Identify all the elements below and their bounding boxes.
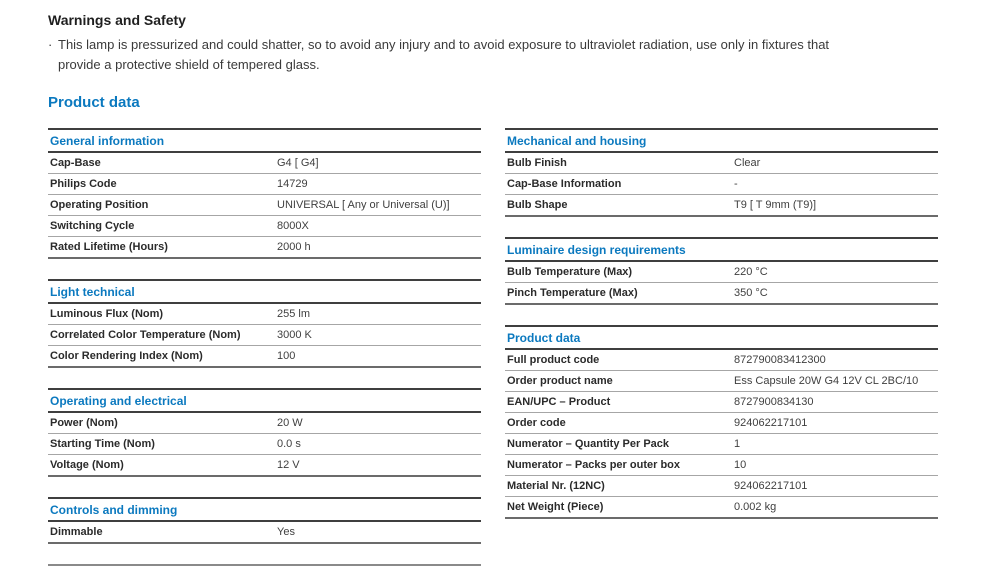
table-row bbox=[505, 153, 938, 174]
row-label: EAN/UPC – Product bbox=[507, 396, 611, 408]
row-value: 924062217101 bbox=[734, 417, 808, 429]
spec-columns bbox=[48, 128, 938, 566]
table-row bbox=[505, 497, 938, 519]
section-title: Controls and dimming bbox=[48, 499, 481, 522]
table-row bbox=[505, 434, 938, 455]
table-row bbox=[505, 350, 938, 371]
section-title: Light technical bbox=[48, 281, 481, 304]
table-row bbox=[48, 346, 481, 368]
row-label: Pinch Temperature (Max) bbox=[507, 287, 638, 299]
table-row bbox=[48, 153, 481, 174]
row-value: G4 [ G4] bbox=[277, 157, 319, 169]
warning-list-item bbox=[48, 35, 938, 75]
spec-section-operating-and-electrical bbox=[48, 388, 481, 477]
row-value: 0.002 kg bbox=[734, 501, 777, 513]
row-label: Order code bbox=[507, 417, 566, 429]
table-row bbox=[48, 195, 481, 216]
table-row bbox=[505, 195, 938, 217]
row-value: - bbox=[734, 178, 738, 190]
row-label: Numerator – Packs per outer box bbox=[507, 459, 681, 471]
row-label: Philips Code bbox=[50, 178, 117, 190]
row-label: Bulb Finish bbox=[507, 157, 567, 169]
table-row bbox=[48, 216, 481, 237]
section-title: Operating and electrical bbox=[48, 390, 481, 413]
spec-section-general-information bbox=[48, 128, 481, 259]
section-title: Product data bbox=[505, 327, 938, 350]
row-value: 0.0 s bbox=[277, 438, 301, 450]
row-value: 1 bbox=[734, 438, 741, 450]
table-row bbox=[505, 476, 938, 497]
table-row bbox=[505, 283, 938, 305]
row-value: 2000 h bbox=[277, 241, 311, 253]
table-row bbox=[48, 455, 481, 477]
spec-column-left bbox=[48, 128, 481, 566]
row-label: Material Nr. (12NC) bbox=[507, 480, 605, 492]
row-value: 10 bbox=[734, 459, 747, 471]
spec-column-right bbox=[505, 128, 938, 566]
table-row bbox=[505, 392, 938, 413]
warnings-and-safety-heading: Warnings and Safety bbox=[48, 12, 186, 28]
bullet-marker: · bbox=[48, 37, 53, 52]
row-label: Dimmable bbox=[50, 526, 103, 538]
row-label: Numerator – Quantity Per Pack bbox=[507, 438, 670, 450]
row-value: 3000 K bbox=[277, 329, 312, 341]
product-data-heading: Product data bbox=[48, 94, 140, 111]
row-label: Voltage (Nom) bbox=[50, 459, 124, 471]
row-value: 255 lm bbox=[277, 308, 311, 320]
row-label: Cap-Base bbox=[50, 157, 101, 169]
row-value: Ess Capsule 20W G4 12V CL 2BC/10 bbox=[734, 375, 919, 387]
row-value: 12 V bbox=[277, 459, 300, 471]
table-row bbox=[505, 413, 938, 434]
row-value: 20 W bbox=[277, 417, 303, 429]
table-row bbox=[505, 371, 938, 392]
spec-section-product-data bbox=[505, 325, 938, 519]
table-row bbox=[48, 325, 481, 346]
row-value: 872790083412300 bbox=[734, 354, 826, 366]
table-row bbox=[48, 237, 481, 259]
spec-section-mechanical-and-housing bbox=[505, 128, 938, 217]
row-label: Power (Nom) bbox=[50, 417, 118, 429]
row-label: Full product code bbox=[507, 354, 600, 366]
table-row bbox=[48, 434, 481, 455]
row-label: Rated Lifetime (Hours) bbox=[50, 241, 168, 253]
spec-section-controls-and-dimming bbox=[48, 497, 481, 544]
row-label: Bulb Shape bbox=[507, 199, 568, 211]
table-row bbox=[505, 262, 938, 283]
row-label: Bulb Temperature (Max) bbox=[507, 266, 633, 278]
row-value: Clear bbox=[734, 157, 761, 169]
row-label: Correlated Color Temperature (Nom) bbox=[50, 329, 241, 341]
row-label: Luminous Flux (Nom) bbox=[50, 308, 164, 320]
table-row bbox=[48, 304, 481, 325]
row-label: Net Weight (Piece) bbox=[507, 501, 604, 513]
row-label: Operating Position bbox=[50, 199, 149, 211]
row-value: 220 °C bbox=[734, 266, 768, 278]
row-value: T9 [ T 9mm (T9)] bbox=[734, 199, 817, 211]
table-row bbox=[48, 413, 481, 434]
row-value: 14729 bbox=[277, 178, 308, 190]
row-label: Switching Cycle bbox=[50, 220, 135, 232]
row-value: 350 °C bbox=[734, 287, 768, 299]
row-label: Starting Time (Nom) bbox=[50, 438, 155, 450]
row-value: UNIVERSAL [ Any or Universal (U)] bbox=[277, 199, 450, 211]
table-row bbox=[48, 174, 481, 195]
warning-text: This lamp is pressurized and could shatter, so to avoid any injury and to avoid exposure to ultraviolet radiation, use only in fixtures that provide a protective shield of tempered glass. bbox=[58, 37, 830, 72]
row-value: 8727900834130 bbox=[734, 396, 814, 408]
row-label: Color Rendering Index (Nom) bbox=[50, 350, 203, 362]
row-value: 100 bbox=[277, 350, 296, 362]
table-row bbox=[48, 522, 481, 544]
row-value: 924062217101 bbox=[734, 480, 808, 492]
table-row bbox=[505, 455, 938, 476]
section-title: Mechanical and housing bbox=[505, 130, 938, 153]
section-title: General information bbox=[48, 130, 481, 153]
row-value: Yes bbox=[277, 526, 295, 538]
next-section-top-border bbox=[48, 564, 481, 566]
table-row bbox=[505, 174, 938, 195]
section-title: Luminaire design requirements bbox=[505, 239, 938, 262]
row-label: Order product name bbox=[507, 375, 613, 387]
spec-section-luminaire-design-requirements bbox=[505, 237, 938, 305]
row-value: 8000X bbox=[277, 220, 309, 232]
spec-section-light-technical bbox=[48, 279, 481, 368]
row-label: Cap-Base Information bbox=[507, 178, 622, 190]
